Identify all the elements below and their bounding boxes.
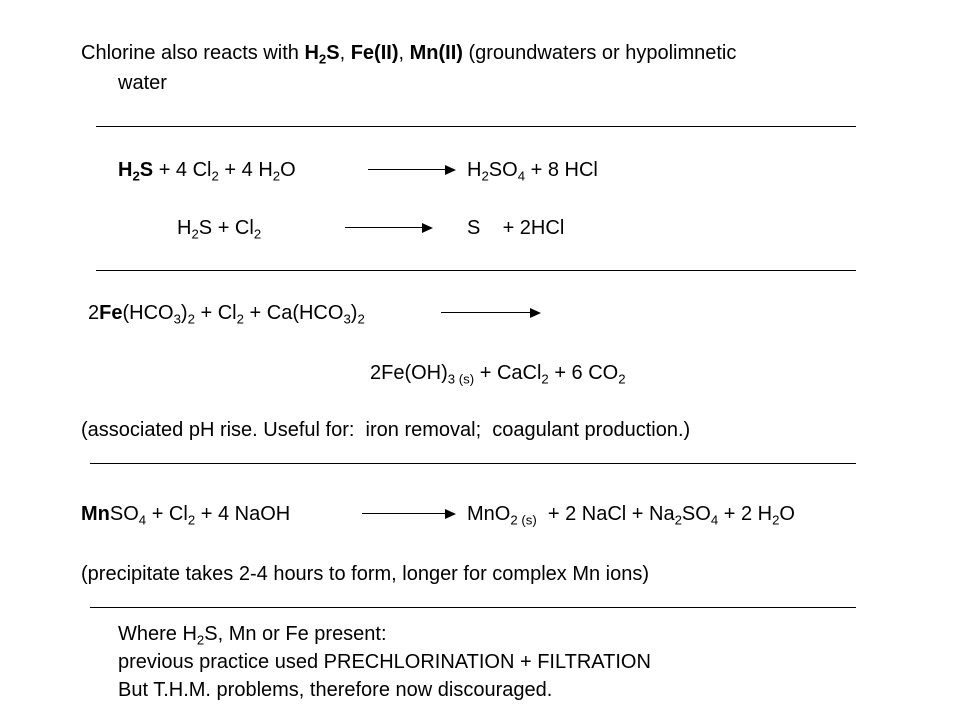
divider-2 [96, 270, 856, 271]
eq4-arrow-icon [362, 509, 456, 519]
fe-ii-bold: Fe(II) [350, 42, 399, 64]
intro-text: Chlorine also reacts with [81, 42, 305, 64]
eq1-arrow-icon [368, 165, 456, 175]
divider-1 [96, 126, 856, 127]
eq2-lhs: $H_2S + Cl_2$ [177, 217, 262, 242]
eq1-rhs: $H_2SO_4 + 8$ HCl [467, 159, 598, 184]
divider-3 [90, 463, 856, 464]
intro-line-1: Chlorine also reacts with $H_2S$, Fe(II), Mn(II) (groundwaters or hypolimnetic [81, 42, 737, 67]
eq2-arrow-icon [345, 223, 433, 233]
mn-ii-bold: Mn(II) [409, 42, 463, 64]
eq3-rhs: $2Fe(OH)_{3 (s)}$ + CaCl$_2$ + 6 $CO_2$ [370, 362, 626, 387]
eq3-lhs: $2Fe(HCO_3)_2 + Cl_2 + Ca(HCO_3)_2$ [88, 302, 365, 327]
eq4-lhs: MnSO$_4$ + $Cl_2 + 4$ NaOH [81, 503, 291, 528]
iron-note: (associated pH rise. Useful for: iron removal; coagulant production.) [81, 419, 691, 441]
intro-line-2: water [118, 72, 167, 94]
footer-line-1: Where $H_2S$, Mn or Fe present: [118, 623, 387, 648]
footer-line-3: But T.H.M. problems, therefore now discouraged. [118, 679, 553, 701]
h2s-bold: $H_2S$ [304, 42, 340, 67]
eq4-rhs: MnO$_{2 (s)}$ + 2 NaCl + $Na_2SO_4 + 2$ $H_2O$ [467, 503, 795, 528]
eq2-rhs: S + 2HCl [467, 217, 565, 239]
eq3-arrow-icon [441, 308, 541, 318]
footer-line-2: previous practice used PRECHLORINATION + FILTRATION [118, 651, 651, 673]
eq1-lhs: $H_2S + 4$ $Cl_2 + 4$ $H_2O$ [118, 159, 296, 184]
divider-4 [90, 607, 856, 608]
manganese-note: (precipitate takes 2-4 hours to form, longer for complex Mn ions) [81, 563, 650, 585]
